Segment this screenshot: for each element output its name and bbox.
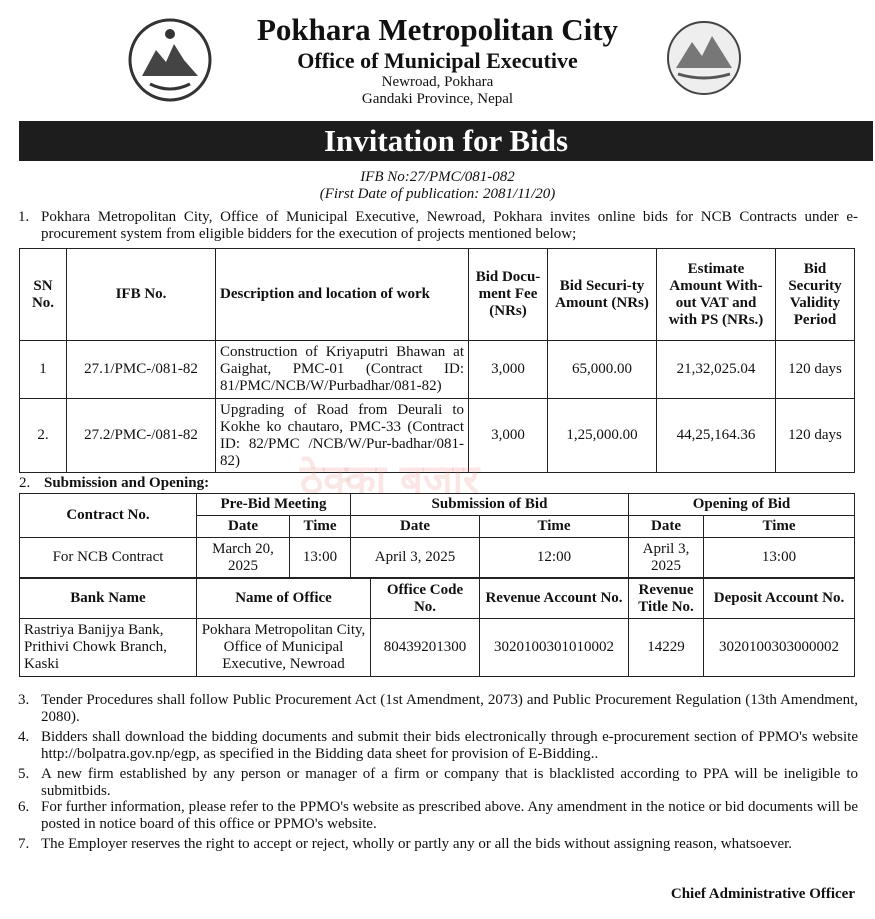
table-cell: 120 days [776, 399, 855, 473]
header-cell: SN No. [20, 249, 67, 341]
publication-date: (First Date of publication: 2081/11/20) [319, 186, 556, 202]
address-line-2: Gandaki Province, Nepal [361, 91, 514, 107]
table-cell: 3020100301010002 [480, 619, 629, 677]
item-5 [18, 766, 858, 800]
header-cell: Office Code No. [371, 579, 480, 619]
header-cell: Opening of Bid [629, 494, 855, 516]
table-cell: Pokhara Metropolitan City, Office of Municipal Executive, Newroad [197, 619, 371, 677]
item-7 [18, 836, 858, 853]
item-number: 6. [18, 799, 30, 815]
header-cell: Bid Securi-ty Amount (NRs) [548, 249, 657, 341]
table-row [20, 619, 855, 677]
table-cell: 1 [20, 341, 67, 399]
item-number: 3. [18, 692, 30, 708]
table-cell: Upgrading of Road from Deurali to Kokhe ko chautaro, PMC-33 (Contract ID: 82/PMC /NCB/W/Pur-badhar/081-82) [216, 399, 469, 473]
bank-table [19, 578, 855, 677]
section-number: 2. [19, 475, 31, 491]
header-cell: Description and location of work [216, 249, 469, 341]
page-subtitle: Office of Municipal Executive [297, 48, 578, 73]
item-text: Tender Procedures shall follow Public Procurement Act (1st Amendment, 2073) and Public Procurement Regulation (13th Amendment, 2080). [41, 692, 858, 725]
address-line-1: Newroad, Pokhara [381, 74, 494, 90]
section-title: Submission and Opening: [44, 475, 210, 491]
header-cell: Deposit Account No. [704, 579, 855, 619]
ifb-info [0, 169, 875, 203]
header-cell: Bank Name [20, 579, 197, 619]
header-cell: Date [351, 516, 480, 538]
table-cell: April 3, 2025 [351, 538, 480, 578]
header-cell: Estimate Amount With-out VAT and with PS (NRs.) [657, 249, 776, 341]
item-3 [18, 692, 858, 726]
table-cell: 27.2/PMC-/081-82 [67, 399, 216, 473]
header-cell: Name of Office [197, 579, 371, 619]
item-number: 7. [18, 836, 30, 852]
item-text: A new firm established by any person or manager of a firm or company that is blacklisted according to PPA will be ineligible to submitbids. [41, 766, 858, 799]
table-cell: 13:00 [290, 538, 351, 578]
table-cell: 1,25,000.00 [548, 399, 657, 473]
item-1 [18, 209, 858, 243]
table-cell: Construction of Kriyaputri Bhawan at Gaighat, PMC-01 (Contract ID: 81/PMC/NCB/W/Purbadhar/081-82) [216, 341, 469, 399]
table-cell: 65,000.00 [548, 341, 657, 399]
item-number: 1. [18, 209, 30, 225]
table-cell: For NCB Contract [20, 538, 197, 578]
table-cell: 21,32,025.04 [657, 341, 776, 399]
table-row [20, 538, 855, 578]
header-cell: Bid Security Validity Period [776, 249, 855, 341]
header-cell: Date [197, 516, 290, 538]
signature: Chief Administrative Officer [670, 886, 855, 902]
table-header-row [20, 494, 855, 516]
table-cell: 3020100303000002 [704, 619, 855, 677]
table-cell: 13:00 [704, 538, 855, 578]
header-cell: Contract No. [20, 494, 197, 538]
item-text: Bidders shall download the bidding documents and submit their bids electronically through e-procurement section of PPMO's website http://bolpatra.gov.np/egp, as specified in the Bidding data sheet for provision of E-Bidding.. [41, 729, 858, 762]
table-header-row [20, 249, 855, 341]
item-4 [18, 729, 858, 763]
table-cell: 2. [20, 399, 67, 473]
header-cell: Time [704, 516, 855, 538]
table-cell: 3,000 [469, 399, 548, 473]
table-cell: 3,000 [469, 341, 548, 399]
table-cell: Rastriya Banijya Bank, Prithivi Chowk Branch, Kaski [20, 619, 197, 677]
table-cell: 14229 [629, 619, 704, 677]
item-number: 5. [18, 766, 30, 782]
header-cell: Time [290, 516, 351, 538]
table-cell: 44,25,164.36 [657, 399, 776, 473]
header-cell: Submission of Bid [351, 494, 629, 516]
header-cell: Pre-Bid Meeting [197, 494, 351, 516]
pokhara-city-logo-icon [664, 18, 744, 98]
header-cell: Bid Docu-ment Fee (NRs) [469, 249, 548, 341]
header-cell: Revenue Title No. [629, 579, 704, 619]
banner-title: Invitation for Bids [19, 121, 873, 161]
table-cell: 80439201300 [371, 619, 480, 677]
table-cell: 27.1/PMC-/081-82 [67, 341, 216, 399]
page-title: Pokhara Metropolitan City [256, 12, 619, 47]
table-cell: 12:00 [480, 538, 629, 578]
header-cell: Time [480, 516, 629, 538]
item-text: Pokhara Metropolitan City, Office of Municipal Executive, Newroad, Pokhara invites online bids for NCB Contracts under e-procurement system from eligible bidders for the execution of projects mentioned below; [41, 209, 858, 242]
table-cell: April 3, 2025 [629, 538, 704, 578]
section-2-heading [19, 475, 209, 492]
item-text: For further information, please refer to the PPMO's website as prescribed above. Any amendment in the notice or bid documents will be posted in notice board of this office or PPMO's website. [41, 799, 858, 832]
header-cell: IFB No. [67, 249, 216, 341]
item-text: The Employer reserves the right to accept or reject, wholly or partly any or all the bids without assigning reason, whatsoever. [41, 836, 793, 852]
item-number: 4. [18, 729, 30, 745]
table-header-row [20, 579, 855, 619]
watermark-text: ठेक्का बजार [300, 457, 480, 503]
submission-table [19, 493, 855, 578]
table-row [20, 341, 855, 399]
projects-table [19, 248, 855, 473]
table-cell: March 20, 2025 [197, 538, 290, 578]
item-6 [18, 799, 858, 833]
header-cell: Date [629, 516, 704, 538]
table-cell: 120 days [776, 341, 855, 399]
header [0, 0, 875, 120]
ifb-number: IFB No:27/PMC/081-082 [360, 169, 515, 185]
header-cell: Revenue Account No. [480, 579, 629, 619]
